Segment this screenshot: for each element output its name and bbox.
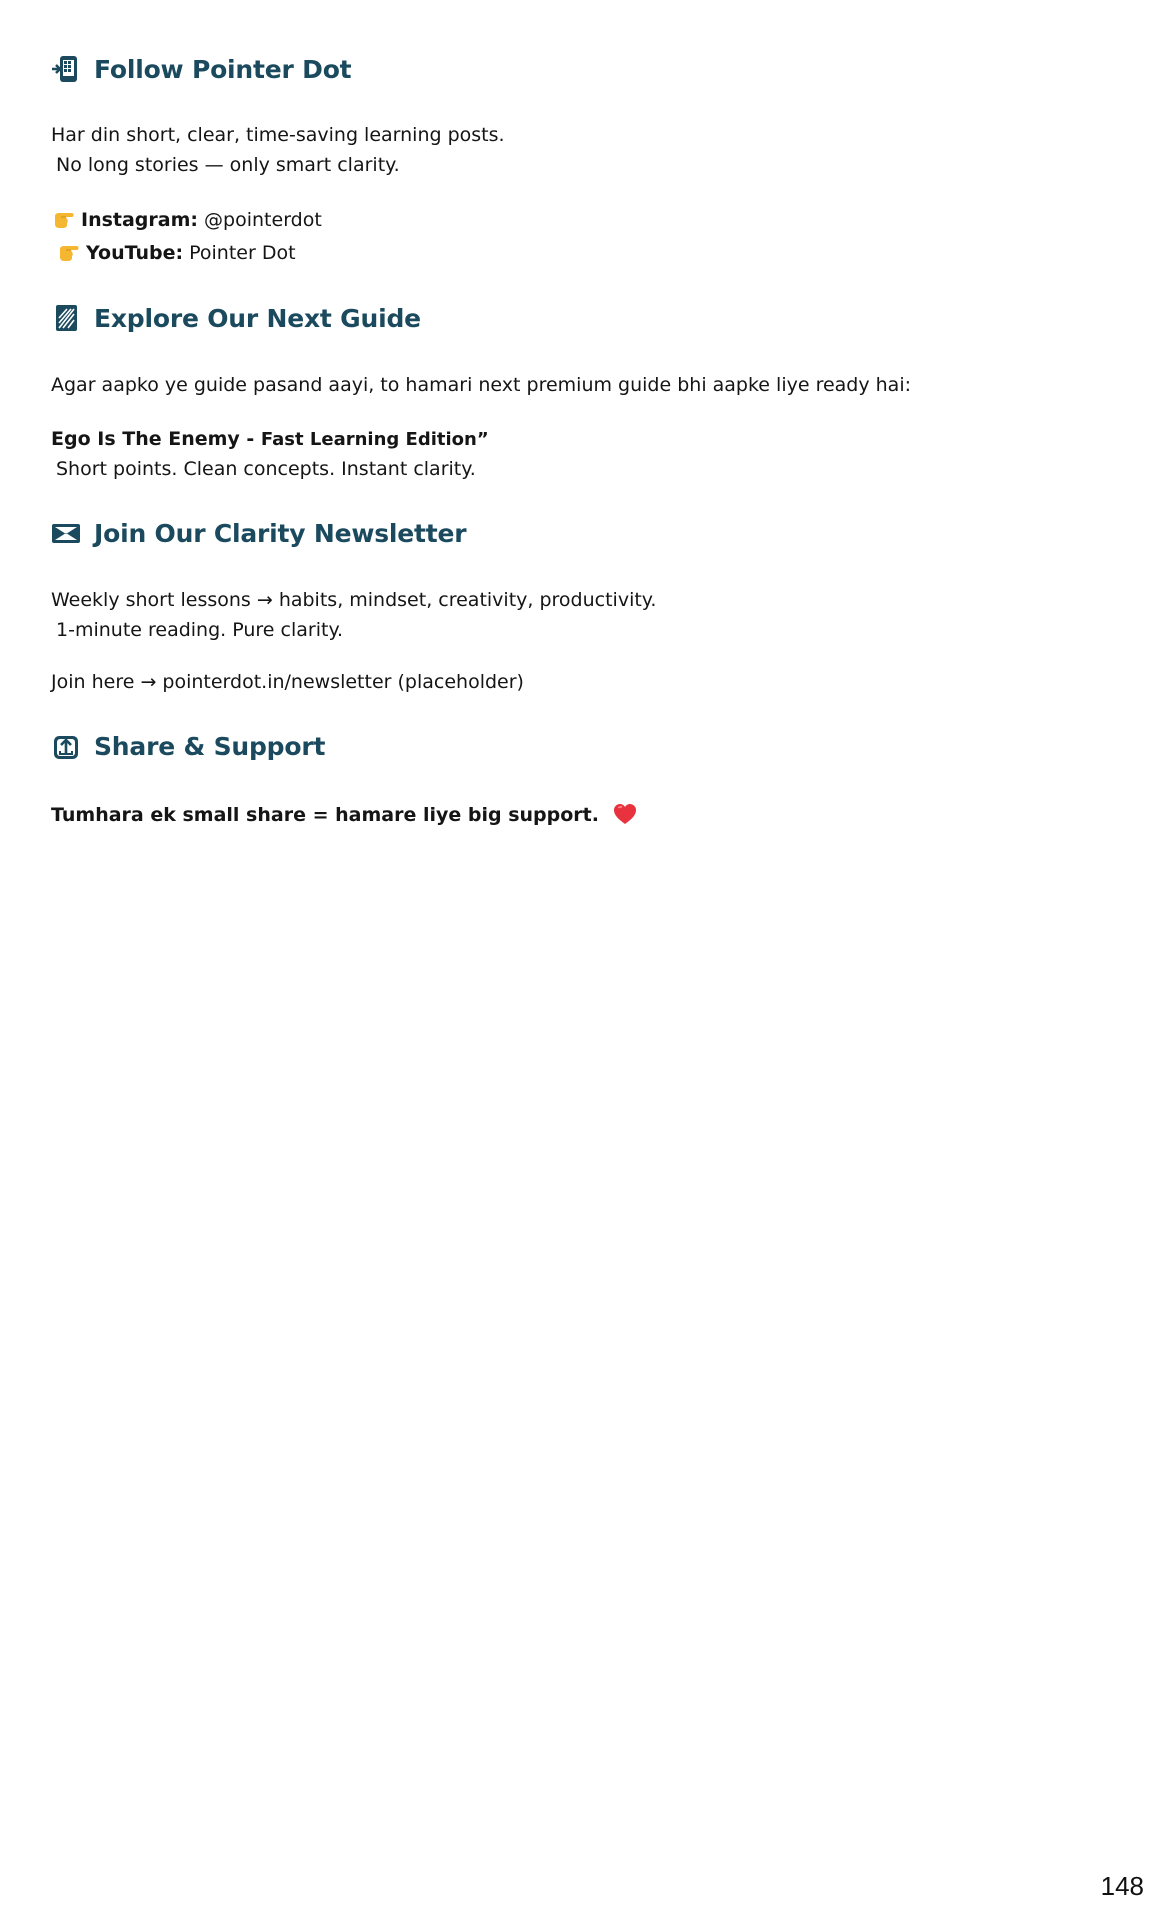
- newsletter-join-link[interactable]: Join here → pointerdot.in/newsletter (placeholder): [51, 671, 524, 693]
- pointing-hand-icon: [53, 208, 75, 230]
- heart-icon: [612, 802, 638, 826]
- follow-line-2: No long stories — only smart clarity.: [56, 154, 400, 176]
- share-heading: [51, 731, 1111, 761]
- youtube-label: YouTube:: [86, 242, 184, 264]
- share-title: Share & Support: [94, 731, 326, 761]
- share-line: [51, 800, 638, 830]
- notebook-icon: [51, 303, 81, 333]
- guide-book-edition: Fast Learning Edition”: [260, 429, 489, 450]
- newsletter-line-2: 1-minute reading. Pure clarity.: [56, 619, 344, 641]
- guide-book-title-line: [51, 424, 489, 455]
- share-icon: [51, 731, 81, 761]
- newsletter-heading: [51, 518, 1111, 548]
- follow-title: Follow Pointer Dot: [94, 54, 352, 84]
- guide-line-1: Agar aapko ye guide pasand aayi, to hamari next premium guide bhi aapke liye ready hai:: [51, 374, 912, 396]
- follow-heading: [51, 54, 1111, 84]
- share-message: Tumhara ek small share = hamare liye big support.: [51, 804, 599, 826]
- newsletter-line-1: Weekly short lessons → habits, mindset, creativity, productivity.: [51, 589, 657, 611]
- youtube-line: [58, 238, 296, 268]
- guide-book-title: Ego Is The Enemy -: [51, 428, 261, 450]
- follow-line-1: Har din short, clear, time-saving learning posts.: [51, 124, 505, 146]
- envelope-icon: [51, 518, 81, 548]
- mobile-phone-arrow-icon: [51, 54, 81, 84]
- newsletter-title: Join Our Clarity Newsletter: [94, 518, 467, 548]
- instagram-handle[interactable]: @pointerdot: [204, 209, 322, 231]
- instagram-line: [53, 205, 322, 235]
- guide-line-3: Short points. Clean concepts. Instant clarity.: [56, 458, 476, 480]
- instagram-label: Instagram:: [81, 209, 198, 231]
- guide-heading: [51, 303, 1111, 333]
- pointing-hand-icon: [58, 241, 80, 263]
- youtube-channel[interactable]: Pointer Dot: [189, 242, 296, 264]
- guide-title: Explore Our Next Guide: [94, 303, 421, 333]
- page-number: 148: [1100, 1871, 1144, 1901]
